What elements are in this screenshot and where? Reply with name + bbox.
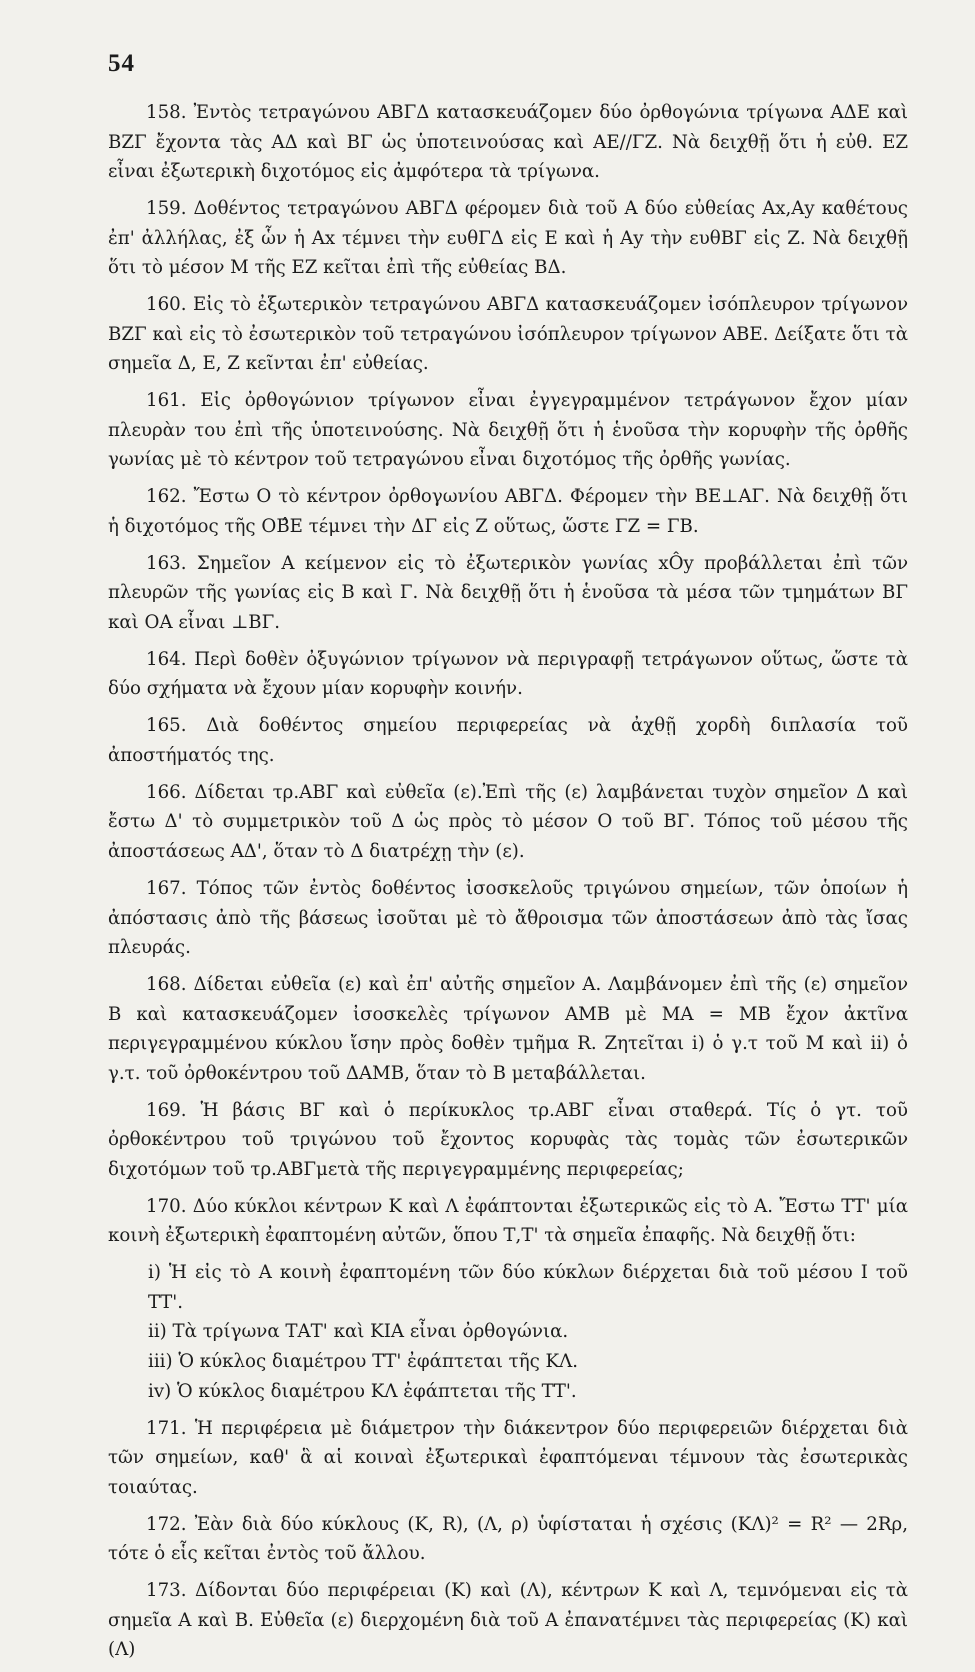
subitem-iii: iii) Ὁ κύκλος διαμέτρου ΤΤ' ἐφάπτεται τῆς ΚΛ. <box>148 1351 579 1373</box>
page-number: 54 <box>108 50 135 77</box>
problem-163: 163. Σημεῖον Α κείμενον εἰς τὸ ἐξωτερικὸν γωνίας xÔy προβάλλεται ἐπὶ τῶν πλευρῶν τῆς γωνίας εἰς Β καὶ Γ. Νὰ δειχθῇ ὅτι ἡ ἑνοῦσα τὰ μέσα τῶν τμημάτων ΒΓ καὶ ΟΑ εἶναι ⊥ΒΓ. <box>108 552 908 633</box>
problem-172: 172. Ἐὰν διὰ δύο κύκλους (Κ, R), (Λ, ρ) ὑφίσταται ἡ σχέσις (ΚΛ)² = R² — 2Rρ, τότε ὁ εἷς κεῖται ἐντὸς τοῦ ἄλλου. <box>108 1513 908 1565</box>
problem-165: 165. Διὰ δοθέντος σημείου περιφερείας νὰ ἀχθῇ χορδὴ διπλασία τοῦ ἀποστήματός της. <box>108 715 908 766</box>
problem-170: 170. Δύο κύκλοι κέντρων Κ καὶ Λ ἐφάπτονται ἐξωτερικῶς εἰς τὸ Α. Ἔστω ΤΤ' μία κοινὴ ἐξωτερικὴ ἐφαπτομένη αὐτῶν, ὅπου Τ,Τ' τὰ σημεῖα ἐπαφῆς. Νὰ δειχθῇ ὅτι: <box>108 1195 908 1247</box>
subitem-iv: iv) Ὁ κύκλος διαμέτρου ΚΛ ἐφάπτεται τῆς ΤΤ'. <box>148 1380 577 1402</box>
problem-171: 171. Ἡ περιφέρεια μὲ διάμετρον τὴν διάκεντρον δύο περιφερειῶν διέρχεται διὰ τῶν σημείων, καθ' ἃ αἱ κοιναὶ ἐξωτερικαὶ ἐφαπτόμεναι τέμνουν τὰς ἐσωτερικὰς τοιαύτας. <box>108 1417 908 1498</box>
problem-164: 164. Περὶ δοθὲν ὀξυγώνιον τρίγωνον νὰ περιγραφῇ τετράγωνον οὕτως, ὥστε τὰ δύο σχήματα νὰ ἔχουν μίαν κορυφὴν κοινήν. <box>108 648 908 700</box>
problem-159: 159. Δοθέντος τετραγώνου ΑΒΓΔ φέρομεν διὰ τοῦ Α δύο εὐθείας Αx,Αy καθέτους ἐπ' ἀλλήλας, ἐξ ὧν ἡ Αx τέμνει τὴν ευθΓΔ εἰς Ε καὶ ἡ Αy τὴν ευθΒΓ εἰς Ζ. Νὰ δειχθῇ ὅτι τὸ μέσον Μ τῆς ΕΖ κεῖται ἐπὶ τῆς εὐθείας ΒΔ. <box>108 198 908 279</box>
problem-169: 169. Ἡ βάσις ΒΓ καὶ ὁ περίκυκλος τρ.ΑΒΓ εἶναι σταθερά. Τίς ὁ γτ. τοῦ ὀρθοκέντρου τοῦ τριγώνου τοῦ ἔχοντος κορυφὰς τὰς τομὰς τῶν ἐσωτερικῶν διχοτόμων τοῦ τρ.ΑΒΓμετὰ τῆς περιγεγραμμένης περιφερείας; <box>108 1099 908 1180</box>
problem-158: 158. Ἐντὸς τετραγώνου ΑΒΓΔ κατασκευάζομεν δύο ὀρθογώνια τρίγωνα ΑΔΕ καὶ ΒΖΓ ἔχοντα τὰς ΑΔ καὶ ΒΓ ὡς ὑποτεινούσας καὶ ΑΕ//ΓΖ. Νὰ δειχθῇ ὅτι ἡ εὐθ. ΕΖ εἶναι ἐξωτερικὴ διχοτόμος εἰς ἀμφότερα τὰ τρίγωνα. <box>108 102 908 183</box>
problem-173: 173. Δίδονται δύο περιφέρειαι (Κ) καὶ (Λ), κέντρων Κ καὶ Λ, τεμνόμεναι εἰς τὰ σημεῖα Α καὶ Β. Εὐθεῖα (ε) διερχομένη διὰ τοῦ Α ἐπανατέμνει τὰς περιφερείας (Κ) καὶ (Λ) <box>108 1580 908 1661</box>
problem-168: 168. Δίδεται εὐθεῖα (ε) καὶ ἐπ' αὐτῆς σημεῖον Α. Λαμβάνομεν ἐπὶ τῆς (ε) σημεῖον Β καὶ κατασκευάζομεν ἰσοσκελὲς τρίγωνον ΑΜΒ μὲ ΜΑ = ΜΒ ἔχον ἀκτῖνα περιγεγραμμένου κύκλου ἴσην πρὸς δοθὲν τμῆμα R. Ζητεῖται i) ὁ γ.τ τοῦ Μ καὶ ii) ὁ γ.τ. τοῦ ὀρθοκέντρου τοῦ ΔΑΜΒ, ὅταν τὸ Β μεταβάλλεται. <box>108 974 908 1084</box>
problem-160: 160. Εἰς τὸ ἐξωτερικὸν τετραγώνου ΑΒΓΔ κατασκευάζομεν ἰσόπλευρον τρίγωνον ΒΖΓ καὶ εἰς τὸ ἐσωτερικὸν τοῦ τετραγώνου ἰσόπλευρον τρίγωνον ΑΒΕ. Δείξατε ὅτι τὰ σημεῖα Δ, Ε, Ζ κεῖνται ἐπ' εὐθείας. <box>108 294 908 375</box>
subitem-ii: ii) Τὰ τρίγωνα ΤΑΤ' καὶ ΚΙΑ εἶναι ὀρθογώνια. <box>148 1321 569 1343</box>
problem-166: 166. Δίδεται τρ.ΑΒΓ καὶ εὐθεῖα (ε).Ἐπὶ τῆς (ε) λαμβάνεται τυχὸν σημεῖον Δ καὶ ἔστω Δ' τὸ συμμετρικὸν τοῦ Δ ὡς πρὸς τὸ μέσον Ο τοῦ ΒΓ. Τόπος τοῦ μέσου τῆς ἀποστάσεως ΑΔ', ὅταν τὸ Δ διατρέχῃ τὴν (ε). <box>108 781 908 863</box>
problem-167: 167. Τόπος τῶν ἐντὸς δοθέντος ἰσοσκελοῦς τριγώνου σημείων, τῶν ὁποίων ἡ ἀπόστασις ἀπὸ τῆς βάσεως ἰσοῦται μὲ τὸ ἄθροισμα τῶν ἀποστάσεων ἀπὸ τὰς ἴσας πλευράς. <box>108 877 908 959</box>
problem-162: 162. Ἔστω Ο τὸ κέντρον ὀρθογωνίου ΑΒΓΔ. Φέρομεν τὴν ΒΕ⊥ΑΓ. Νὰ δειχθῇ ὅτι ἡ διχοτόμος τῆς ΟΒ̂Ε τέμνει τὴν ΔΓ εἰς Ζ οὕτως, ὥστε ΓΖ = ΓΒ. <box>108 486 908 537</box>
problem-170-subitems <box>108 1258 908 1406</box>
subitem-i: i) Ἡ εἰς τὸ Α κοινὴ ἐφαπτομένη τῶν δύο κύκλων διέρχεται διὰ τοῦ μέσου Ι τοῦ ΤΤ'. <box>148 1262 908 1313</box>
problem-list <box>108 98 908 1672</box>
problem-161: 161. Εἰς ὀρθογώνιον τρίγωνον εἶναι ἐγγεγραμμένον τετράγωνον ἔχον μίαν πλευρὰν του ἐπὶ τῆς ὑποτεινούσης. Νὰ δειχθῇ ὅτι ἡ ἑνοῦσα τὴν κορυφὴν τῆς ὀρθῆς γωνίας μὲ τὸ κέντρον τοῦ τετραγώνου εἶναι διχοτόμος τῆς ὀρθῆς γωνίας. <box>108 390 908 471</box>
